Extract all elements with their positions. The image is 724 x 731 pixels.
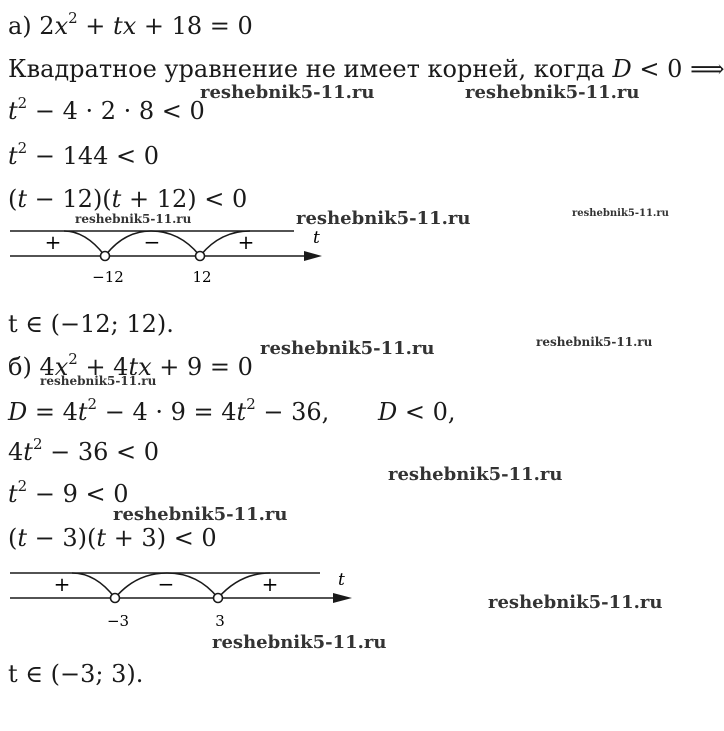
part-b-discriminant: $D = 4t^2 - 4 \cdot 9 = 4t^2 - 36$, xyxy=(8,395,330,426)
part-b-step1: $4t^2 - 36 < 0$ xyxy=(8,435,160,466)
watermark: reshebnik5-11.ru xyxy=(75,212,192,226)
point-left-label: −3 xyxy=(106,612,130,630)
part-a-equation: а) $2x^2$ + tx + 18 = 0 xyxy=(8,9,253,40)
watermark: reshebnik5-11.ru xyxy=(296,208,471,229)
part-b-number-line xyxy=(0,566,360,636)
part-a-step2: $t^2 - 144 < 0$ xyxy=(8,139,160,170)
part-a-condition: Квадратное уравнение не имеет корней, когда D < 0 ⟹ xyxy=(8,55,724,83)
watermark: reshebnik5-11.ru xyxy=(572,208,669,219)
point-right-label: 12 xyxy=(192,268,212,286)
watermark: reshebnik5-11.ru xyxy=(260,338,435,359)
watermark: reshebnik5-11.ru xyxy=(388,464,563,485)
part-b-equation: б) $4x^2 + 4tx + 9 = 0$ xyxy=(8,350,253,381)
sign-minus: − xyxy=(143,230,161,254)
part-b-answer: t ∈ (−3; 3). xyxy=(8,660,144,688)
sign-plus-right: + xyxy=(237,230,255,254)
sign-plus-left: + xyxy=(53,572,71,596)
watermark: reshebnik5-11.ru xyxy=(488,592,663,613)
watermark: reshebnik5-11.ru xyxy=(200,82,375,103)
part-b-step3: (t − 3)(t + 3) < 0 xyxy=(8,524,217,552)
part-a-step1: $t^2 - 4 \cdot 2 \cdot 8 < 0$ xyxy=(8,94,205,125)
part-b-condition: D < 0, xyxy=(378,398,456,426)
watermark: reshebnik5-11.ru xyxy=(40,374,157,388)
watermark: reshebnik5-11.ru xyxy=(113,504,288,525)
part-a-step3: (t − 12)(t + 12) < 0 xyxy=(8,185,248,213)
watermark: reshebnik5-11.ru xyxy=(465,82,640,103)
watermark: reshebnik5-11.ru xyxy=(212,632,387,653)
axis-variable: t xyxy=(313,228,320,248)
axis-variable: t xyxy=(338,570,345,590)
sign-plus-right: + xyxy=(261,572,279,596)
sign-minus: − xyxy=(157,572,175,596)
point-right-label: 3 xyxy=(215,612,225,630)
part-b-step2: $t^2 - 9 < 0$ xyxy=(8,477,129,508)
point-left-label: −12 xyxy=(92,268,124,286)
sign-plus-left: + xyxy=(44,230,62,254)
watermark: reshebnik5-11.ru xyxy=(536,335,653,349)
part-a-answer: t ∈ (−12; 12). xyxy=(8,310,174,338)
part-a-number-line xyxy=(0,222,340,292)
